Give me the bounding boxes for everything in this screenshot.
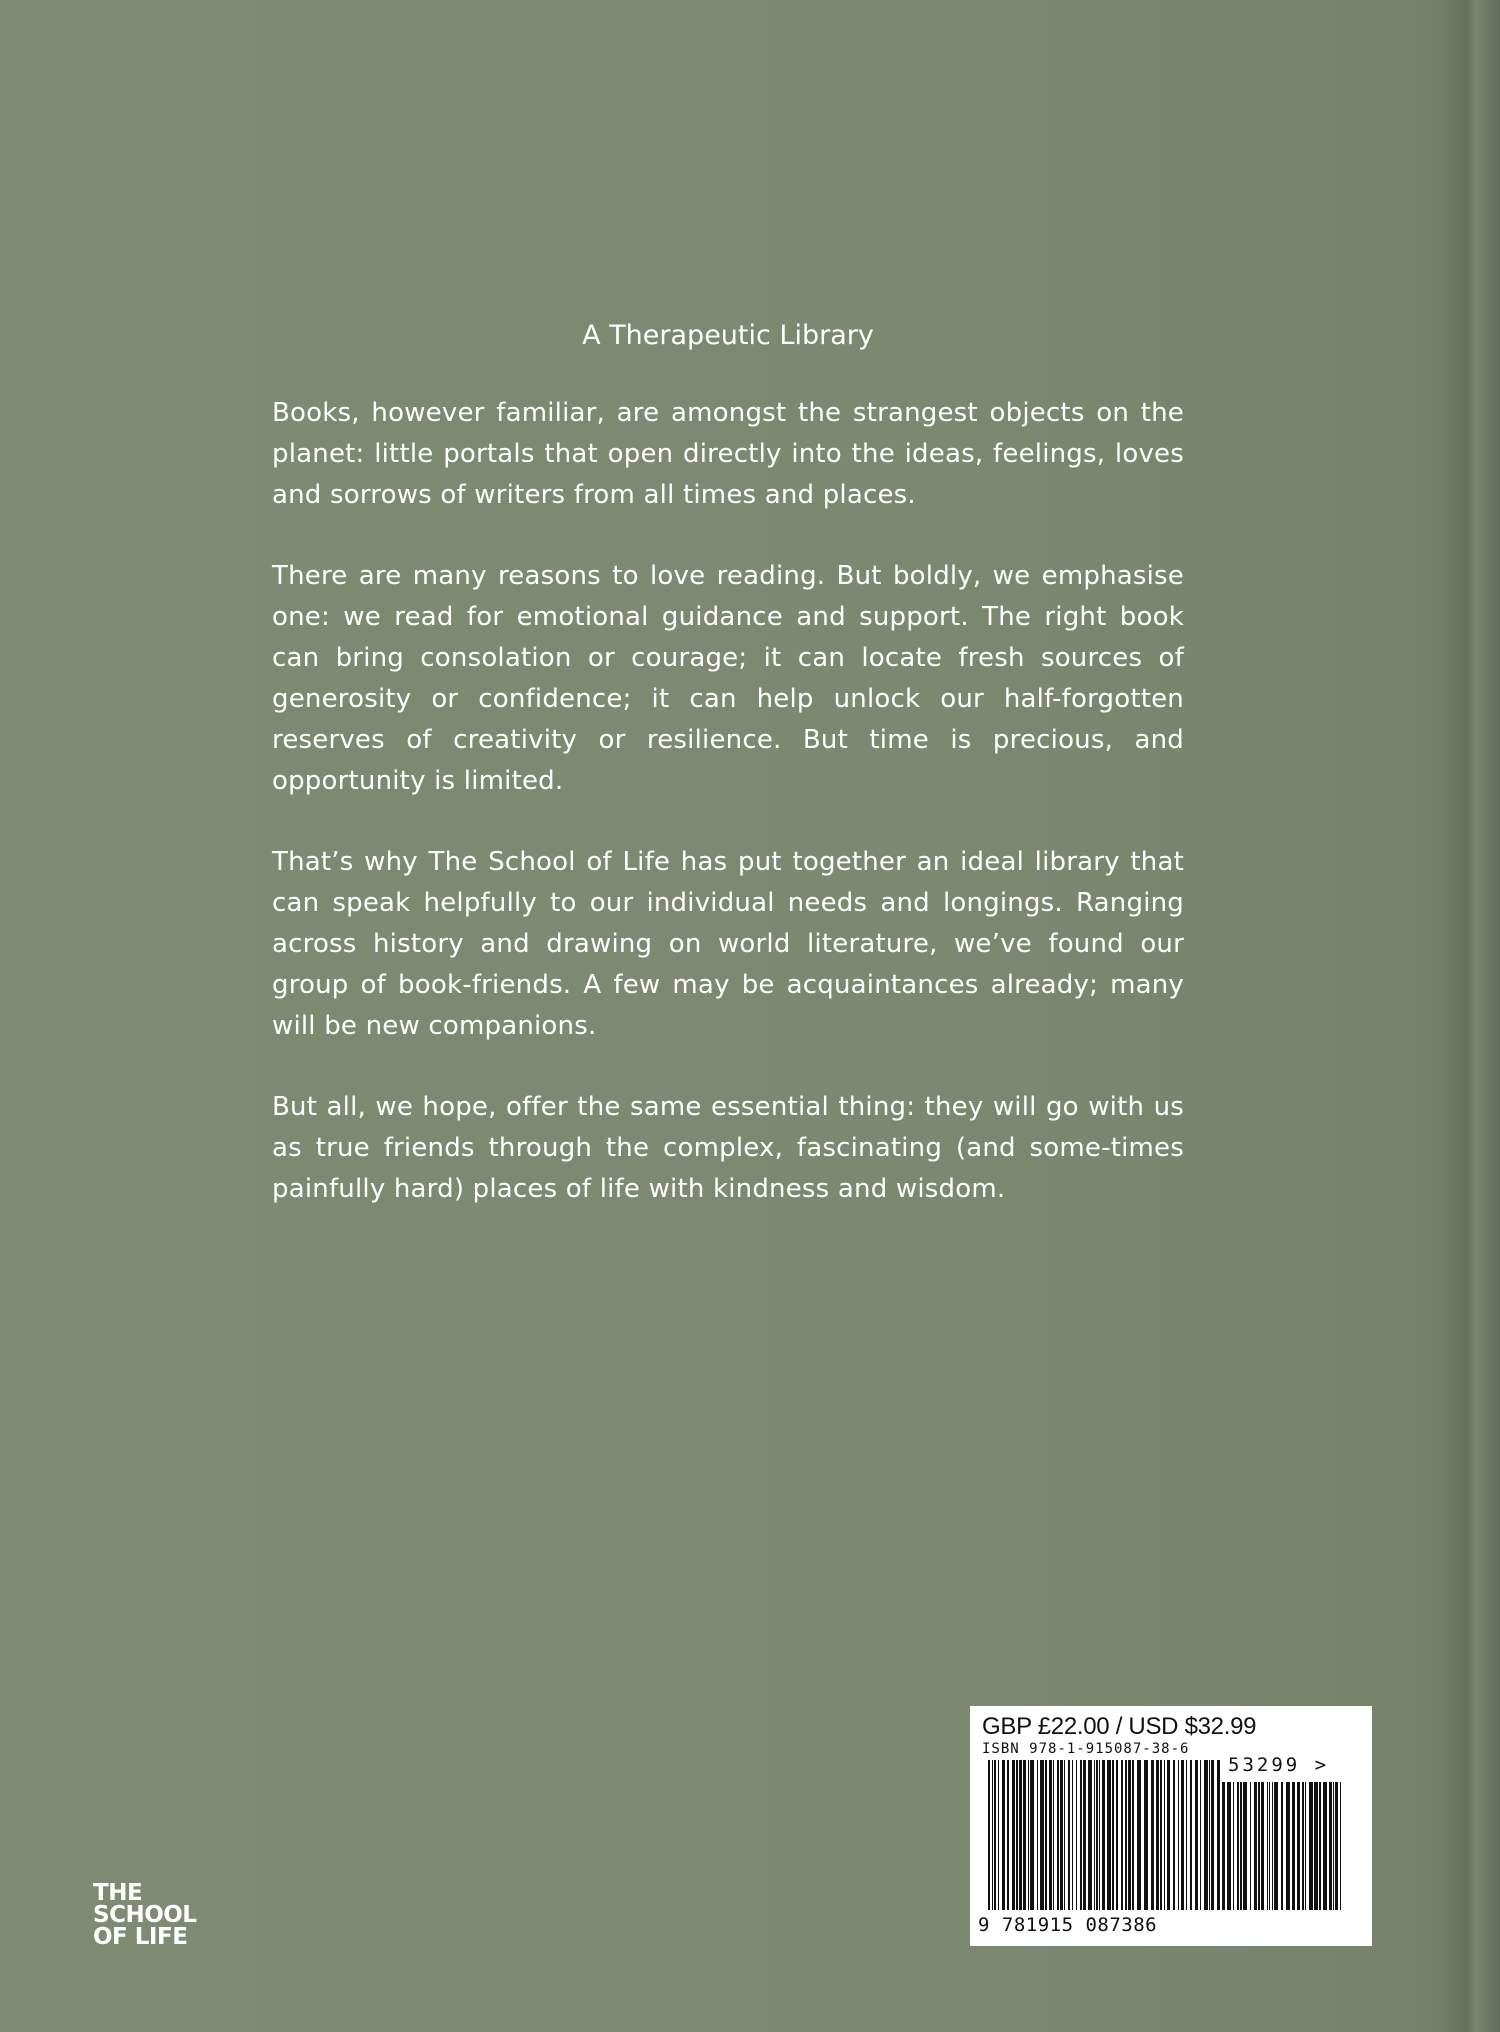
barcode-bar — [1323, 1782, 1327, 1910]
barcode-bar — [1064, 1760, 1065, 1910]
barcode-bar — [1023, 1760, 1026, 1910]
barcode-bar — [1132, 1760, 1134, 1910]
barcode-bar — [1107, 1760, 1111, 1910]
barcode-bar — [1261, 1782, 1264, 1910]
barcode-bar — [1012, 1760, 1015, 1910]
blurb — [272, 322, 1184, 1250]
barcode-bar — [1160, 1760, 1162, 1910]
spine-edge — [1440, 0, 1500, 2032]
barcode-bar — [1272, 1782, 1273, 1910]
barcode-bar — [1144, 1760, 1148, 1910]
barcode-bar — [1102, 1760, 1105, 1910]
price-text: GBP £22.00 / USD $32.99 — [982, 1713, 1257, 1740]
barcode-bar — [1060, 1760, 1063, 1910]
barcode-bar — [1028, 1760, 1029, 1910]
barcode-bar — [1125, 1760, 1127, 1910]
barcode-bar — [1309, 1782, 1313, 1910]
barcode-bar — [1340, 1782, 1341, 1910]
barcode-bar — [1099, 1760, 1100, 1910]
barcode-bar — [1211, 1760, 1214, 1910]
barcode-bar — [1030, 1760, 1034, 1910]
barcode-bar — [988, 1760, 990, 1910]
barcode-bar — [1297, 1782, 1300, 1910]
barcode-bar — [1281, 1782, 1283, 1910]
barcode-bar — [1080, 1760, 1082, 1910]
school-of-life-logo — [93, 1882, 196, 1948]
isbn-text: ISBN 978-1-915087-38-6 — [982, 1741, 1190, 1757]
barcode-bar — [1068, 1760, 1070, 1910]
barcode-bar — [1178, 1760, 1179, 1910]
addon-code: 53299 > — [1228, 1754, 1330, 1776]
barcode-bar — [1243, 1782, 1247, 1910]
barcode-bar — [1222, 1782, 1225, 1910]
barcode-bar — [1302, 1782, 1304, 1910]
barcode-bar — [1037, 1760, 1038, 1910]
blurb-paragraph-3: That’s why The School of Life has put together an ideal library that can speak helpfully to our individual needs and longings. Ranging across history and drawing on world literature, we’ve found our group of book-friends. A few may be acquaintances already; many will be new companions. — [272, 847, 1184, 1041]
barcode-bar — [1305, 1782, 1306, 1910]
barcode-bar — [1156, 1760, 1159, 1910]
barcode-bar — [1190, 1760, 1192, 1910]
barcode-bar — [1019, 1760, 1022, 1910]
barcode-bar — [1072, 1760, 1073, 1910]
barcode-bar — [998, 1760, 999, 1910]
barcode-bar — [1319, 1782, 1321, 1910]
barcode-bar — [1151, 1760, 1154, 1910]
logo-line-2: SCHOOL — [93, 1902, 197, 1928]
barcode-bar — [1181, 1760, 1184, 1910]
barcode-bar — [1040, 1760, 1044, 1910]
barcode-bar — [1137, 1760, 1141, 1910]
barcode-bar — [1200, 1760, 1201, 1910]
barcode-label — [970, 1706, 1372, 1946]
blurb-paragraph-1: Books, however familiar, are amongst the strangest objects on the planet: little portals that open directly into the ideas, feelings, loves and sorrows of writers from all times and places. — [272, 398, 1184, 510]
barcode-bar — [1083, 1760, 1086, 1910]
barcode-bar — [1267, 1782, 1268, 1910]
barcode-bar — [1314, 1782, 1318, 1910]
barcode-bar — [1167, 1760, 1170, 1910]
barcode-bar — [1274, 1782, 1278, 1910]
logo-line-1: THE — [93, 1880, 143, 1906]
barcode-bar — [1049, 1760, 1052, 1910]
blurb-paragraph-4: But all, we hope, offer the same essential thing: they will go with us as true friends through the complex, fascinating (and some-times painfully hard) places of life with kindness and wisdom. — [272, 1092, 1184, 1204]
barcode-bar — [1121, 1760, 1123, 1910]
logo-line-3: OF LIFE — [93, 1924, 188, 1950]
barcode-bar — [1240, 1782, 1242, 1910]
barcode-bar — [1094, 1760, 1095, 1910]
barcode-bar — [1217, 1760, 1220, 1910]
barcode-bar — [1250, 1782, 1251, 1910]
barcode-bar — [1237, 1782, 1239, 1910]
barcode-bar — [1292, 1782, 1295, 1910]
barcode-bar — [1116, 1760, 1118, 1910]
barcode-bar — [1204, 1760, 1208, 1910]
barcode-bar — [1269, 1782, 1270, 1910]
barcode-bar — [1016, 1760, 1018, 1910]
barcode-bar — [1164, 1760, 1165, 1910]
barcode-bar — [1057, 1760, 1059, 1910]
barcode-bar — [1227, 1782, 1231, 1910]
barcode-bar — [1053, 1760, 1054, 1910]
barcode-bar — [1002, 1760, 1005, 1910]
barcode-bar — [1076, 1760, 1077, 1910]
barcode-bar — [1333, 1782, 1334, 1910]
barcode-bar — [1112, 1760, 1114, 1910]
barcode-bar — [1258, 1782, 1260, 1910]
barcode-bar — [1233, 1782, 1234, 1910]
barcode-bar — [1286, 1782, 1290, 1910]
barcode-bar — [1209, 1760, 1210, 1910]
barcode-bar — [1088, 1760, 1092, 1910]
barcode-bar — [992, 1760, 993, 1910]
blurb-paragraph-2: There are many reasons to love reading. But boldly, we emphasise one: we read for emotional guidance and support. The right book can bring consolation or courage; it can locate fresh sources of generosity or confidence; it can help unlock our half-forgotten reserves of creativity or resilience. But time is precious, and opportunity is limited. — [272, 561, 1184, 796]
blurb-title: A Therapeutic Library — [582, 320, 874, 351]
barcode-bar — [1329, 1782, 1332, 1910]
ean-digits: 9 781915 087386 — [978, 1914, 1158, 1936]
barcode-bar — [1254, 1782, 1257, 1910]
barcode-bar — [1173, 1760, 1175, 1910]
barcode-bar — [1045, 1760, 1047, 1910]
barcode-bars — [988, 1760, 1220, 1910]
barcode-bar — [1335, 1782, 1338, 1910]
barcode-bar — [1186, 1760, 1187, 1910]
barcode-bar — [1128, 1760, 1131, 1910]
barcode-bar — [1007, 1760, 1009, 1910]
barcode-bar — [1096, 1760, 1098, 1910]
barcode-bar — [994, 1760, 996, 1910]
barcode-bar — [1195, 1760, 1198, 1910]
addon-barcode-bars — [1222, 1782, 1344, 1910]
